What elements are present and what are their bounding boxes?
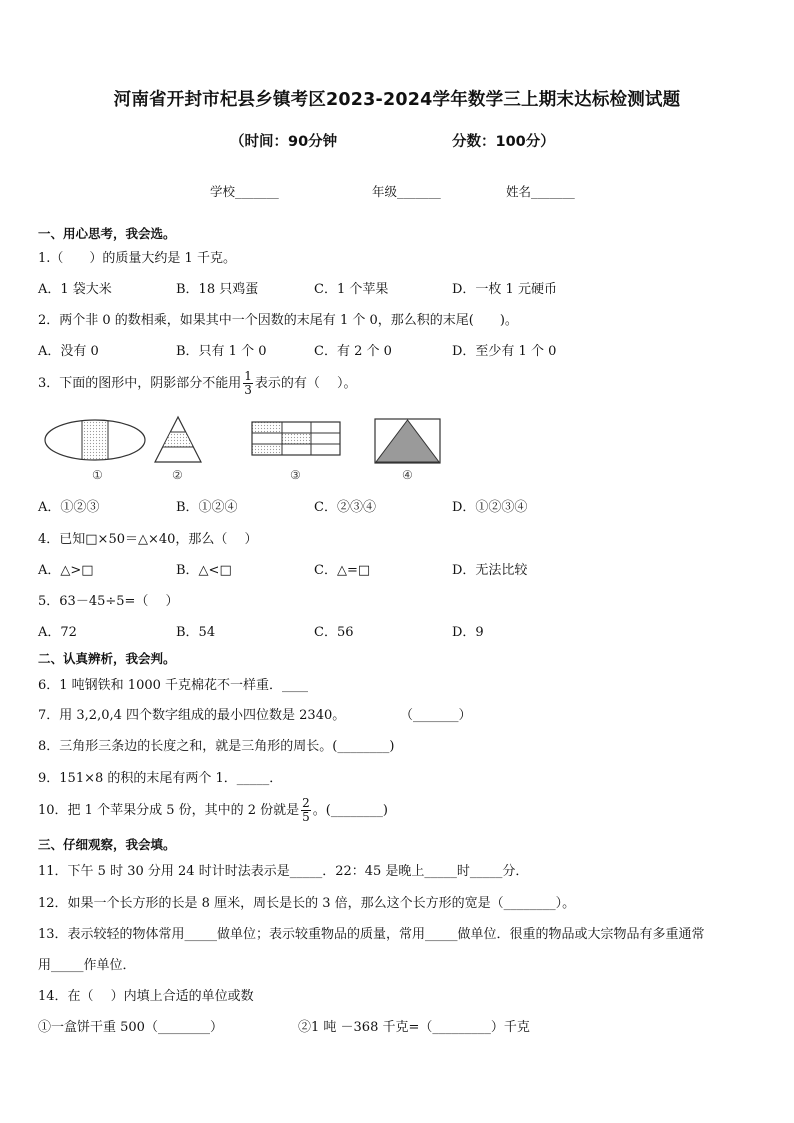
exam-score: 分数：100分） [452,134,555,150]
q3-stem-after: 表示的有（ ）。 [254,376,357,391]
figure-1-ellipse [45,416,145,464]
figure-3-grid [252,422,340,455]
q1-option-b: B．18 只鸡蛋 [176,282,259,297]
q14-item-2: ②1 吨 －368 千克=（_________）千克 [298,1020,530,1035]
name-field: 姓名_______ [506,184,575,199]
school-field: 学校_______ [210,184,279,199]
q13-line-1: 13．表示较轻的物体常用_____做单位；表示较重物品的质量，常用_____做单位．很重的物品或大宗物品有多重通常 [38,927,705,942]
fraction-denominator: 5 [302,810,310,824]
q2-option-c: C．有 2 个 0 [314,344,392,359]
q8-text: 8．三角形三条边的长度之和，就是三角形的周长。(________) [38,739,395,754]
q2-stem: 2．两个非 0 的数相乘，如果其中一个因数的末尾有 1 个 0，那么积的末尾( )。 [38,313,518,328]
q5-stem: 5．63－45÷5=（ ） [38,594,179,609]
q10-after: 。(________) [312,803,388,818]
fraction-numerator: 1 [244,369,252,383]
q7-answer-blank: （_______） [400,708,472,723]
exam-time: （时间：90分钟 [230,134,338,150]
q3-figures [38,412,458,490]
section-3-heading: 三、仔细观察，我会填。 [38,837,176,852]
q14-item-1: ①一盒饼干重 500（________） [38,1020,223,1035]
section-2-heading: 二、认真辨析，我会判。 [38,651,176,666]
figure-3-label: ③ [290,468,301,482]
q5-option-d: D．9 [452,625,484,640]
fraction-denominator: 3 [244,383,252,397]
q4-option-c: C．△=□ [314,563,371,578]
q1-stem: 1.（ ）的质量大约是 1 千克。 [38,251,236,266]
q3-stem-before: 3．下面的图形中，阴影部分不能用 [38,376,242,391]
page-title: 河南省开封市杞县乡镇考区2023-2024学年数学三上期末达标检测试题 [113,90,681,110]
q4-option-a: A．△>□ [38,563,94,578]
q5-option-a: A．72 [38,625,77,640]
q1-option-d: D．一枚 1 元硬币 [452,282,557,297]
q12-text: 12．如果一个长方形的长是 8 厘米，周长是长的 3 倍，那么这个长方形的宽是（________）。 [38,896,576,911]
q14-stem: 14．在（ ）内填上合适的单位或数 [38,989,254,1004]
figure-4-square-triangle [375,419,440,463]
figure-2-triangle [155,417,201,462]
fraction-one-third [243,370,253,397]
q3-option-a: A．①②③ [38,500,100,515]
q10-before: 10．把 1 个苹果分成 5 份，其中的 2 份就是 [38,803,300,818]
q2-option-a: A．没有 0 [38,344,99,359]
q6-text: 6．1 吨钢铁和 1000 千克棉花不一样重．____ [38,678,309,693]
q4-option-d: D．无法比较 [452,563,528,578]
q3-stem [38,370,357,397]
q1-option-a: A．1 袋大米 [38,282,112,297]
q3-figures-drawing [38,412,458,468]
q4-option-b: B．△<□ [176,563,232,578]
q1-option-c: C．1 个苹果 [314,282,389,297]
q10-text [38,797,388,824]
q3-option-d: D．①②③④ [452,500,528,515]
q11-text: 11．下午 5 时 30 分用 24 时计时法表示是_____．22：45 是晚上_____时_____分． [38,864,529,879]
section-1-heading: 一、用心思考，我会选。 [38,226,176,241]
q3-option-b: B．①②④ [176,500,238,515]
fraction-numerator: 2 [302,796,310,810]
figure-4-label: ④ [402,468,413,482]
q7-text: 7．用 3,2,0,4 四个数字组成的最小四位数是 2340。 [38,708,346,723]
figure-2-label: ② [172,468,183,482]
q5-option-c: C．56 [314,625,354,640]
fraction-two-fifths [301,797,311,824]
figure-1-label: ① [92,468,103,482]
q13-line-2: 用_____作单位． [38,958,136,973]
grade-field: 年级_______ [372,184,441,199]
q3-option-c: C．②③④ [314,500,376,515]
q2-option-b: B．只有 1 个 0 [176,344,267,359]
q5-option-b: B．54 [176,625,216,640]
q9-text: 9．151×8 的积的末尾有两个 1．_____． [38,771,283,786]
q2-option-d: D．至少有 1 个 0 [452,344,557,359]
q4-stem: 4．已知□×50＝△×40，那么（ ） [38,532,258,547]
